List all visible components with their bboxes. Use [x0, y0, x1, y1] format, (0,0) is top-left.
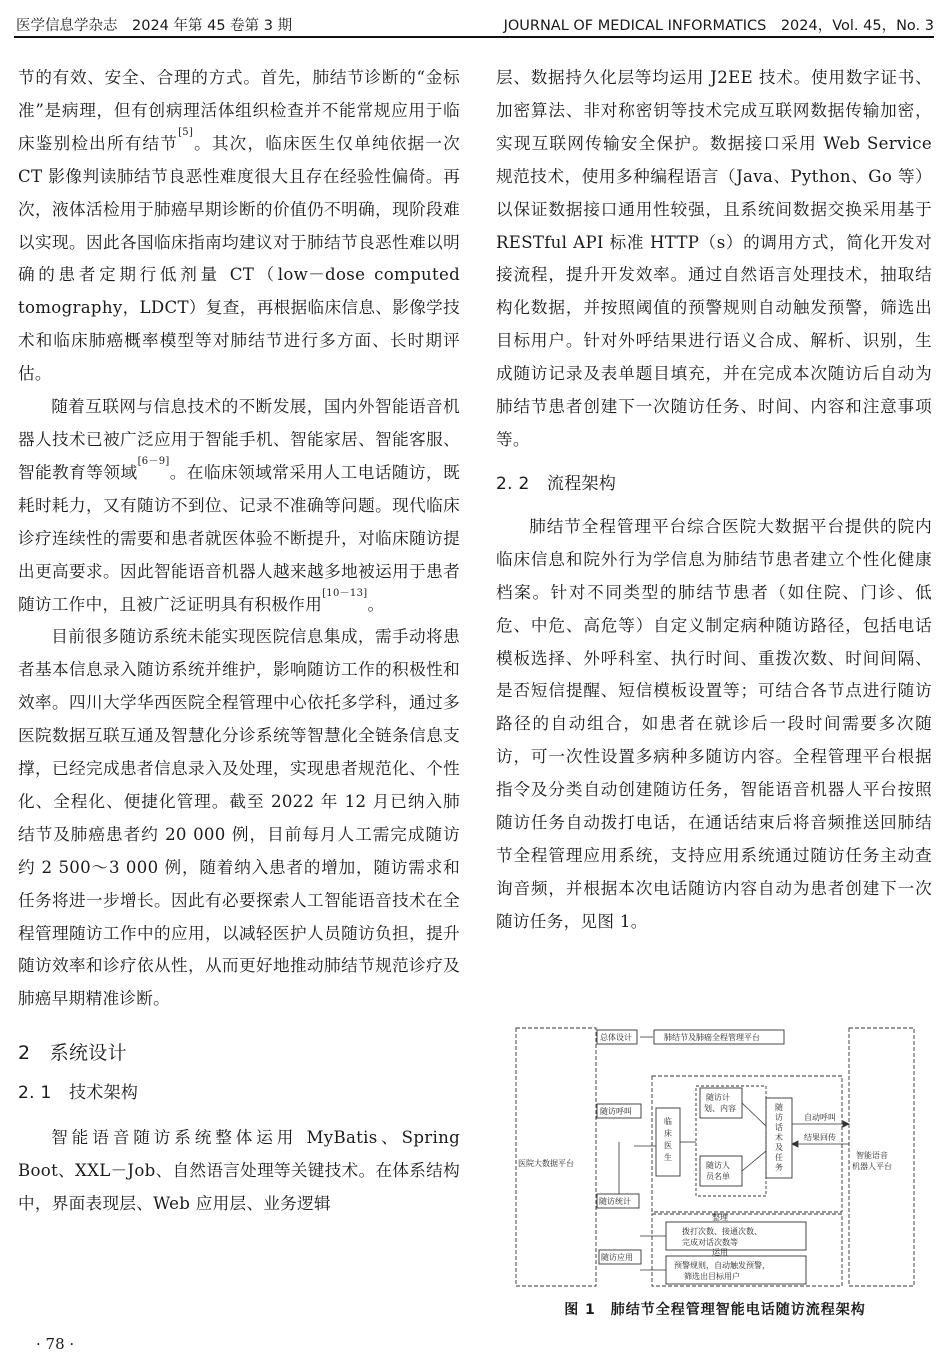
journal-header-right: JOURNAL OF MEDICAL INFORMATICS 2024，Vol. 45，No. 3: [503, 18, 934, 34]
fig-label-clinician-1: 临: [664, 1117, 672, 1126]
fig-label-script-3: 话: [775, 1123, 783, 1132]
fig-label-script-7: 务: [775, 1163, 783, 1172]
citation: [5]: [178, 126, 194, 138]
paragraph-1: 节的有效、安全、合理的方式。首先，肺结节诊断的“金标准”是病理，但有创病理活体组织检查并不能常规应用于临床鉴别检出所有结节[5]。其次，临床医生仅单纯依据一次 CT 影像判读肺结节良恶性难度很大且存在经验性偏倚。再次，液体活检用于肺癌早期诊断的价值仍不明确，现阶段难以实现。因此各国临床指南均建议对于肺结节良恶性难以明确的患者定期行低剂量 CT（low－dose computed tomography，LDCT）复查，再根据临床信息、影像学技术和临床肺癌概率模型等对肺结节进行多方面、长时期评估。: [18, 68, 461, 384]
fig-label-result-back: 结果回传: [804, 1133, 836, 1142]
fig-label-patients-2: 员名单: [706, 1172, 730, 1181]
citation: [6－9]: [137, 455, 170, 467]
fig-label-app-text-1: 预警规则，自动触发预警，: [674, 1261, 770, 1270]
section-2-1-heading: 2. 1 技术架构: [18, 1083, 139, 1104]
fig-label-platform: 肺结节及肺癌全程管理平台: [664, 1033, 760, 1042]
fig-label-robot-1: 智能语音: [856, 1151, 888, 1160]
paragraph-3: 目前很多随访系统未能实现医院信息集成，需手动将患者基本信息录入随访系统并维护，影响随访工作的积极性和效率。四川大学华西医院全程管理中心依托多学科，通过多医院数据互联互通及智慧化分诊系统等智慧化全链条信息支撑，已经完成患者信息录入及处理，实现患者规范化、个性化、全程化、便捷化管理。截至 2022 年 12 月已纳入肺结节及肺癌患者约 20 000 例，目前每月人工需完成随访约 2 500～3 000 例，随着纳入患者的增加，随访需求和任务将进一步增长。因此有必要探索人工智能语音技术在全程管理随访工作中的应用，以减轻医护人员随访负担，提升随访效率和诊疗依从性，从而更好地推动肺结节规范诊疗及肺癌早期精准诊断。: [18, 627, 460, 1009]
bigdata-box: [516, 1028, 596, 1286]
fig-label-patients-1: 随访人: [706, 1161, 730, 1170]
fig-label-clinician-3: 医: [664, 1141, 672, 1150]
fig-label-app-text-2: 筛选出目标用户: [684, 1272, 740, 1281]
paragraph-4: 智能语音随访系统整体运用 MyBatis、Spring Boot、XXL－Job、自然语言处理等关键技术。在体系结构中，界面表现层、Web 应用层、业务逻辑: [18, 1128, 460, 1214]
paragraph-6: 肺结节全程管理平台综合医院大数据平台提供的院内临床信息和院外行为学信息为肺结节患者建立个性化健康档案。针对不同类型的肺结节患者（如住院、门诊、低危、中危、高危等）自定义制定病种随访路径，包括电话模板选择、外呼科室、执行时间、重拨次数、时间间隔、是否短信提醒、短信模板设置等；可结合各节点进行随访路径的自动组合，如患者在就诊后一段时间需要多次随访，可一次性设置多病种多随访内容。全程管理平台根据指令及分类自动创建随访任务，智能语音机器人平台按照随访任务自动拨打电话，在通话结束后将音频推送回肺结节全程管理应用系统，支持应用系统通过随访任务主动查询音频，并根据本次电话随访内容自动为患者创建下一次随访任务，见图 1。: [496, 516, 932, 931]
fig-label-script-1: 随: [775, 1103, 783, 1112]
fig-label-script-2: 访: [775, 1113, 783, 1122]
fig-label-script-6: 任: [775, 1153, 783, 1162]
fig-label-followup-call: 随访呼叫: [600, 1107, 632, 1116]
fig-label-apply: 运用: [712, 1248, 728, 1257]
fig-label-bigdata: 医院大数据平台: [518, 1159, 574, 1168]
paragraph-2: 随着互联网与信息技术的不断发展，国内外智能语音机器人技术已被广泛应用于智能手机、智能家居、智能客服、智能教育等领域[6－9]。在临床领域常采用人工电话随访，既耗时耗力，又有随访不到位、记录不准确等问题。现代临床诊疗连续性的需要和患者就医体验不断提升，对临床随访提出更高要求。因此智能语音机器人越来越多地被运用于患者随访工作中，且被广泛证明具有积极作用[10－13]。: [18, 397, 460, 614]
fig-label-clinician-2: 床: [664, 1129, 672, 1138]
fig-label-auto-call: 自动呼叫: [804, 1113, 836, 1122]
fig-label-followup-stats: 随访统计: [599, 1197, 631, 1206]
section-2-heading: 2 系统设计: [18, 1042, 127, 1065]
citation: [10－13]: [322, 587, 368, 599]
fig-label-stats-text-2: 完成对话次数等: [682, 1238, 738, 1247]
page-number: · 78 ·: [36, 1335, 75, 1353]
fig-label-stats-text-1: 拨打次数、接通次数、: [682, 1227, 762, 1236]
fig-label-followup-app: 随访应用: [601, 1253, 633, 1262]
journal-header-left: 医学信息学杂志 2024 年第 45 卷第 3 期: [16, 18, 293, 34]
right-column: [496, 62, 932, 939]
section-2-2-heading: 2. 2 流程架构: [496, 473, 617, 494]
fig-label-overall-design: 总体设计: [600, 1033, 632, 1042]
figure-caption: 图 1 肺结节全程管理智能电话随访流程架构: [564, 1302, 866, 1318]
header-rule: [14, 36, 934, 38]
fig-label-script-4: 术: [775, 1133, 783, 1142]
fig-label-plan-2: 划、内容: [704, 1104, 736, 1113]
paragraph-5: 层、数据持久化层等均运用 J2EE 技术。使用数字证书、加密算法、非对称密钥等技术完成互联网数据传输加密，实现互联网传输安全保护。数据接口采用 Web Service 规范技术，使用多种编程语言（Java、Python、Go 等）以保证数据接口通用性较强，且系统间数据交换采用基于 RESTful API 标准 HTTP（s）的调用方式，简化开发对接流程，提升开发效率。通过自然语言处理技术，抽取结构化数据，并按照阈值的预警规则自动触发预警，筛选出目标用户。针对外呼结果进行语义合成、解析、识别，生成随访记录及表单题目填充，并在完成本次随访后自动为肺结节患者创建下一次随访任务、时间、内容和注意事项等。: [496, 68, 932, 449]
fig-label-script-5: 及: [775, 1143, 783, 1152]
fig-label-organize: 整理: [712, 1213, 728, 1222]
fig-label-plan-1: 随访计: [706, 1093, 730, 1102]
left-column: [18, 62, 460, 1221]
flow-architecture-figure: [514, 1026, 916, 1290]
fig-label-clinician-4: 生: [664, 1153, 672, 1162]
fig-label-robot-2: 机器人平台: [852, 1162, 892, 1171]
